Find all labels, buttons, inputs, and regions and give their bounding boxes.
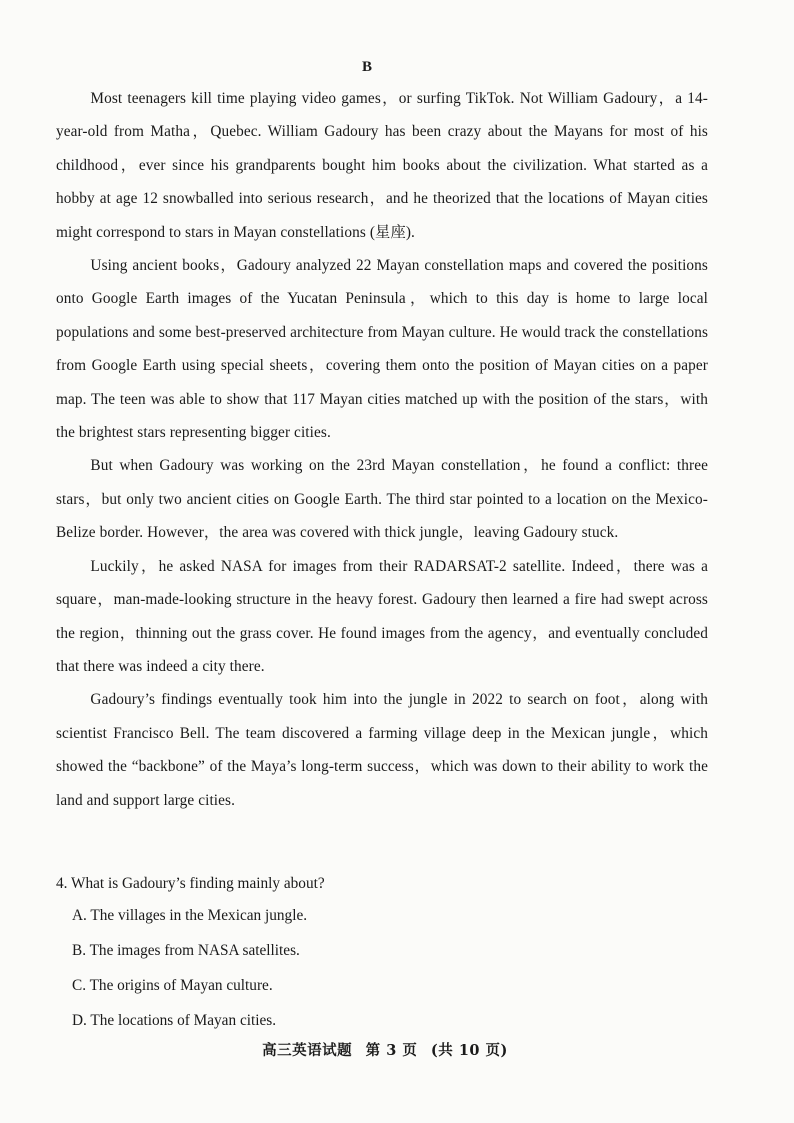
passage-paragraph-2: Using ancient books，Gadoury analyzed 22 Mayan constellation maps and covered the positions onto Google Earth images of the Yucatan Peninsula，which to this day is home to large local populations and some best-preserved architecture from Mayan culture. He would track the constellations from Google Earth using special sheets，covering them onto the position of Mayan cities on a paper map. The teen was able to show that 117 Mayan cities matched up with the position of the stars，with the brightest stars representing bigger cities. (56, 257, 708, 442)
passage-paragraph-1: Most teenagers kill time playing video games，or surfing TikTok. Not William Gadoury，a 14-year-old from Matha，Quebec. William Gadoury has been crazy about the Mayans for most of his childhood，ever since his grandparents bought him books about the civilization. What started as a hobby at age 12 snowballed into serious research，and he theorized that the locations of Mayan cities might correspond to stars in Mayan constellations (星座). (56, 90, 708, 241)
section-heading: B (361, 59, 372, 75)
passage-paragraph-4: Luckily，he asked NASA for images from their RADARSAT-2 satellite. Indeed，there was a square，man-made-looking structure in the heavy forest. Gadoury then learned a fire had swept across the region，thinning out the grass cover. He found images from the agency，and eventually concluded that there was indeed a city there. (56, 557, 708, 675)
footer-page-number: 第 3 页 (365, 1042, 418, 1059)
passage-paragraph-3: But when Gadoury was working on the 23rd Mayan constellation，he found a conflict: three stars，but only two ancient cities on Google Earth. The third star pointed to a location on the Mexico-Belize border. However，the area was covered with thick jungle，leaving Gadoury stuck. (56, 457, 708, 542)
footer-total-pages: (共 10 页) (430, 1042, 508, 1059)
page-footer (0, 1039, 770, 1060)
option-c: C. The origins of Mayan culture. (72, 977, 273, 994)
option-b: B. The images from NASA satellites. (72, 942, 300, 959)
question-4 (56, 870, 708, 1038)
option-d: D. The locations of Mayan cities. (72, 1012, 277, 1029)
passage-paragraph-5: Gadoury’s findings eventually took him into the jungle in 2022 to search on foot，along with scientist Francisco Bell. The team discovered a farming village deep in the Mexican jungle，which showed the “backbone” of the Maya’s long-term success，which was down to their ability to work the land and support large cities. (56, 691, 708, 809)
option-a: A. The villages in the Mexican jungle. (72, 907, 308, 924)
reading-passage (56, 82, 708, 817)
question-stem: 4. What is Gadoury’s finding mainly about? (56, 875, 325, 892)
footer-exam-title: 高三英语试题 (262, 1042, 353, 1059)
